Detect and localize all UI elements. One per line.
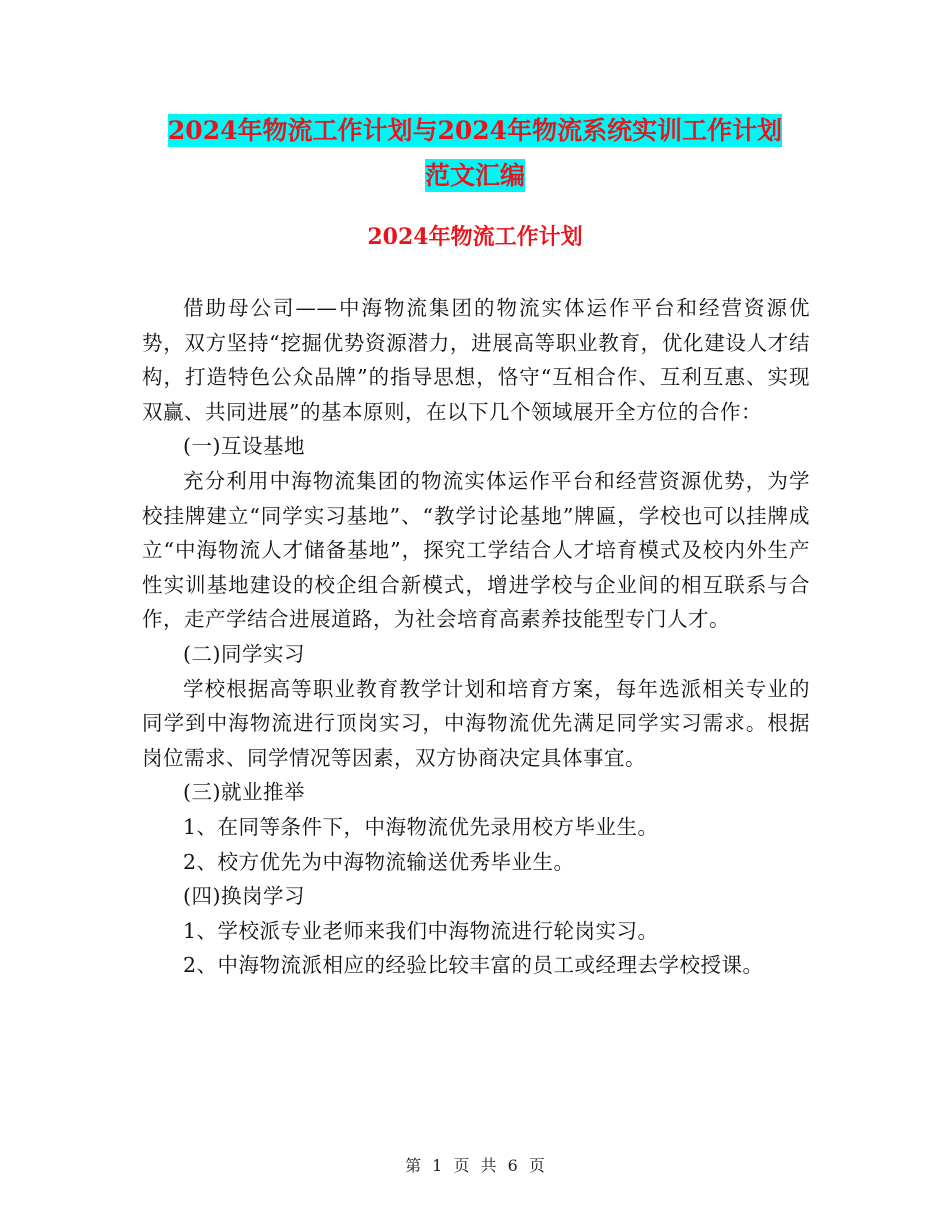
paragraph-student-internship: 学校根据高等职业教育教学计划和培育方案，每年选派相关专业的同学到中海物流进行顶岗实习，中海物流优先满足同学实习需求。根据岗位需求、同学情况等因素，双方协商决定具体事宜。 xyxy=(142,676,810,770)
document-title-text-1: 2024年物流工作计划与2024年物流系统实训工作计划 xyxy=(167,116,783,145)
heading-rotation-study: (四)换岗学习 xyxy=(183,884,305,909)
heading-student-internship: (二)同学实习 xyxy=(183,641,305,666)
document-title-line-2 xyxy=(0,156,950,196)
section-title: 2024年物流工作计划 xyxy=(367,224,583,250)
paragraph-intro: 借助母公司——中海物流集团的物流实体运作平台和经营资源优势，双方坚持“挖掘优势资源潜力，进展高等职业教育，优化建设人才结构，打造特色公众品牌”的指导思想，恪守“互相合作、互利互惠、实现双赢、共同进展”的基本原则，在以下几个领域展开全方位的合作： xyxy=(142,296,810,424)
list-item-rotation-1: 1、学校派专业老师来我们中海物流进行轮岗实习。 xyxy=(183,918,659,943)
document-body xyxy=(142,291,810,983)
document-title-text-2: 范文汇编 xyxy=(424,161,525,190)
page-number-footer: 第 1 页 共 6 页 xyxy=(405,1156,545,1175)
heading-mutual-base: (一)互设基地 xyxy=(183,434,305,459)
paragraph-mutual-base: 充分利用中海物流集团的物流实体运作平台和经营资源优势，为学校挂牌建立“同学实习基地”、“教学讨论基地”牌匾，学校也可以挂牌成立“中海物流人才储备基地”，探究工学结合人才培育模式及校内外生产性实训基地建设的校企组合新模式，增进学校与企业间的相互联系与合作，走产学结合进展道路，为社会培育高素养技能型专门人才。 xyxy=(142,468,810,632)
list-item-employment-2: 2、校方优先为中海物流输送优秀毕业生。 xyxy=(183,849,575,874)
list-item-rotation-2: 2、中海物流派相应的经验比较丰富的员工或经理去学校授课。 xyxy=(183,953,764,978)
document-title-line-1 xyxy=(0,111,950,151)
heading-employment-recommendation: (三)就业推举 xyxy=(183,780,305,805)
list-item-employment-1: 1、在同等条件下，中海物流优先录用校方毕业生。 xyxy=(183,814,659,839)
